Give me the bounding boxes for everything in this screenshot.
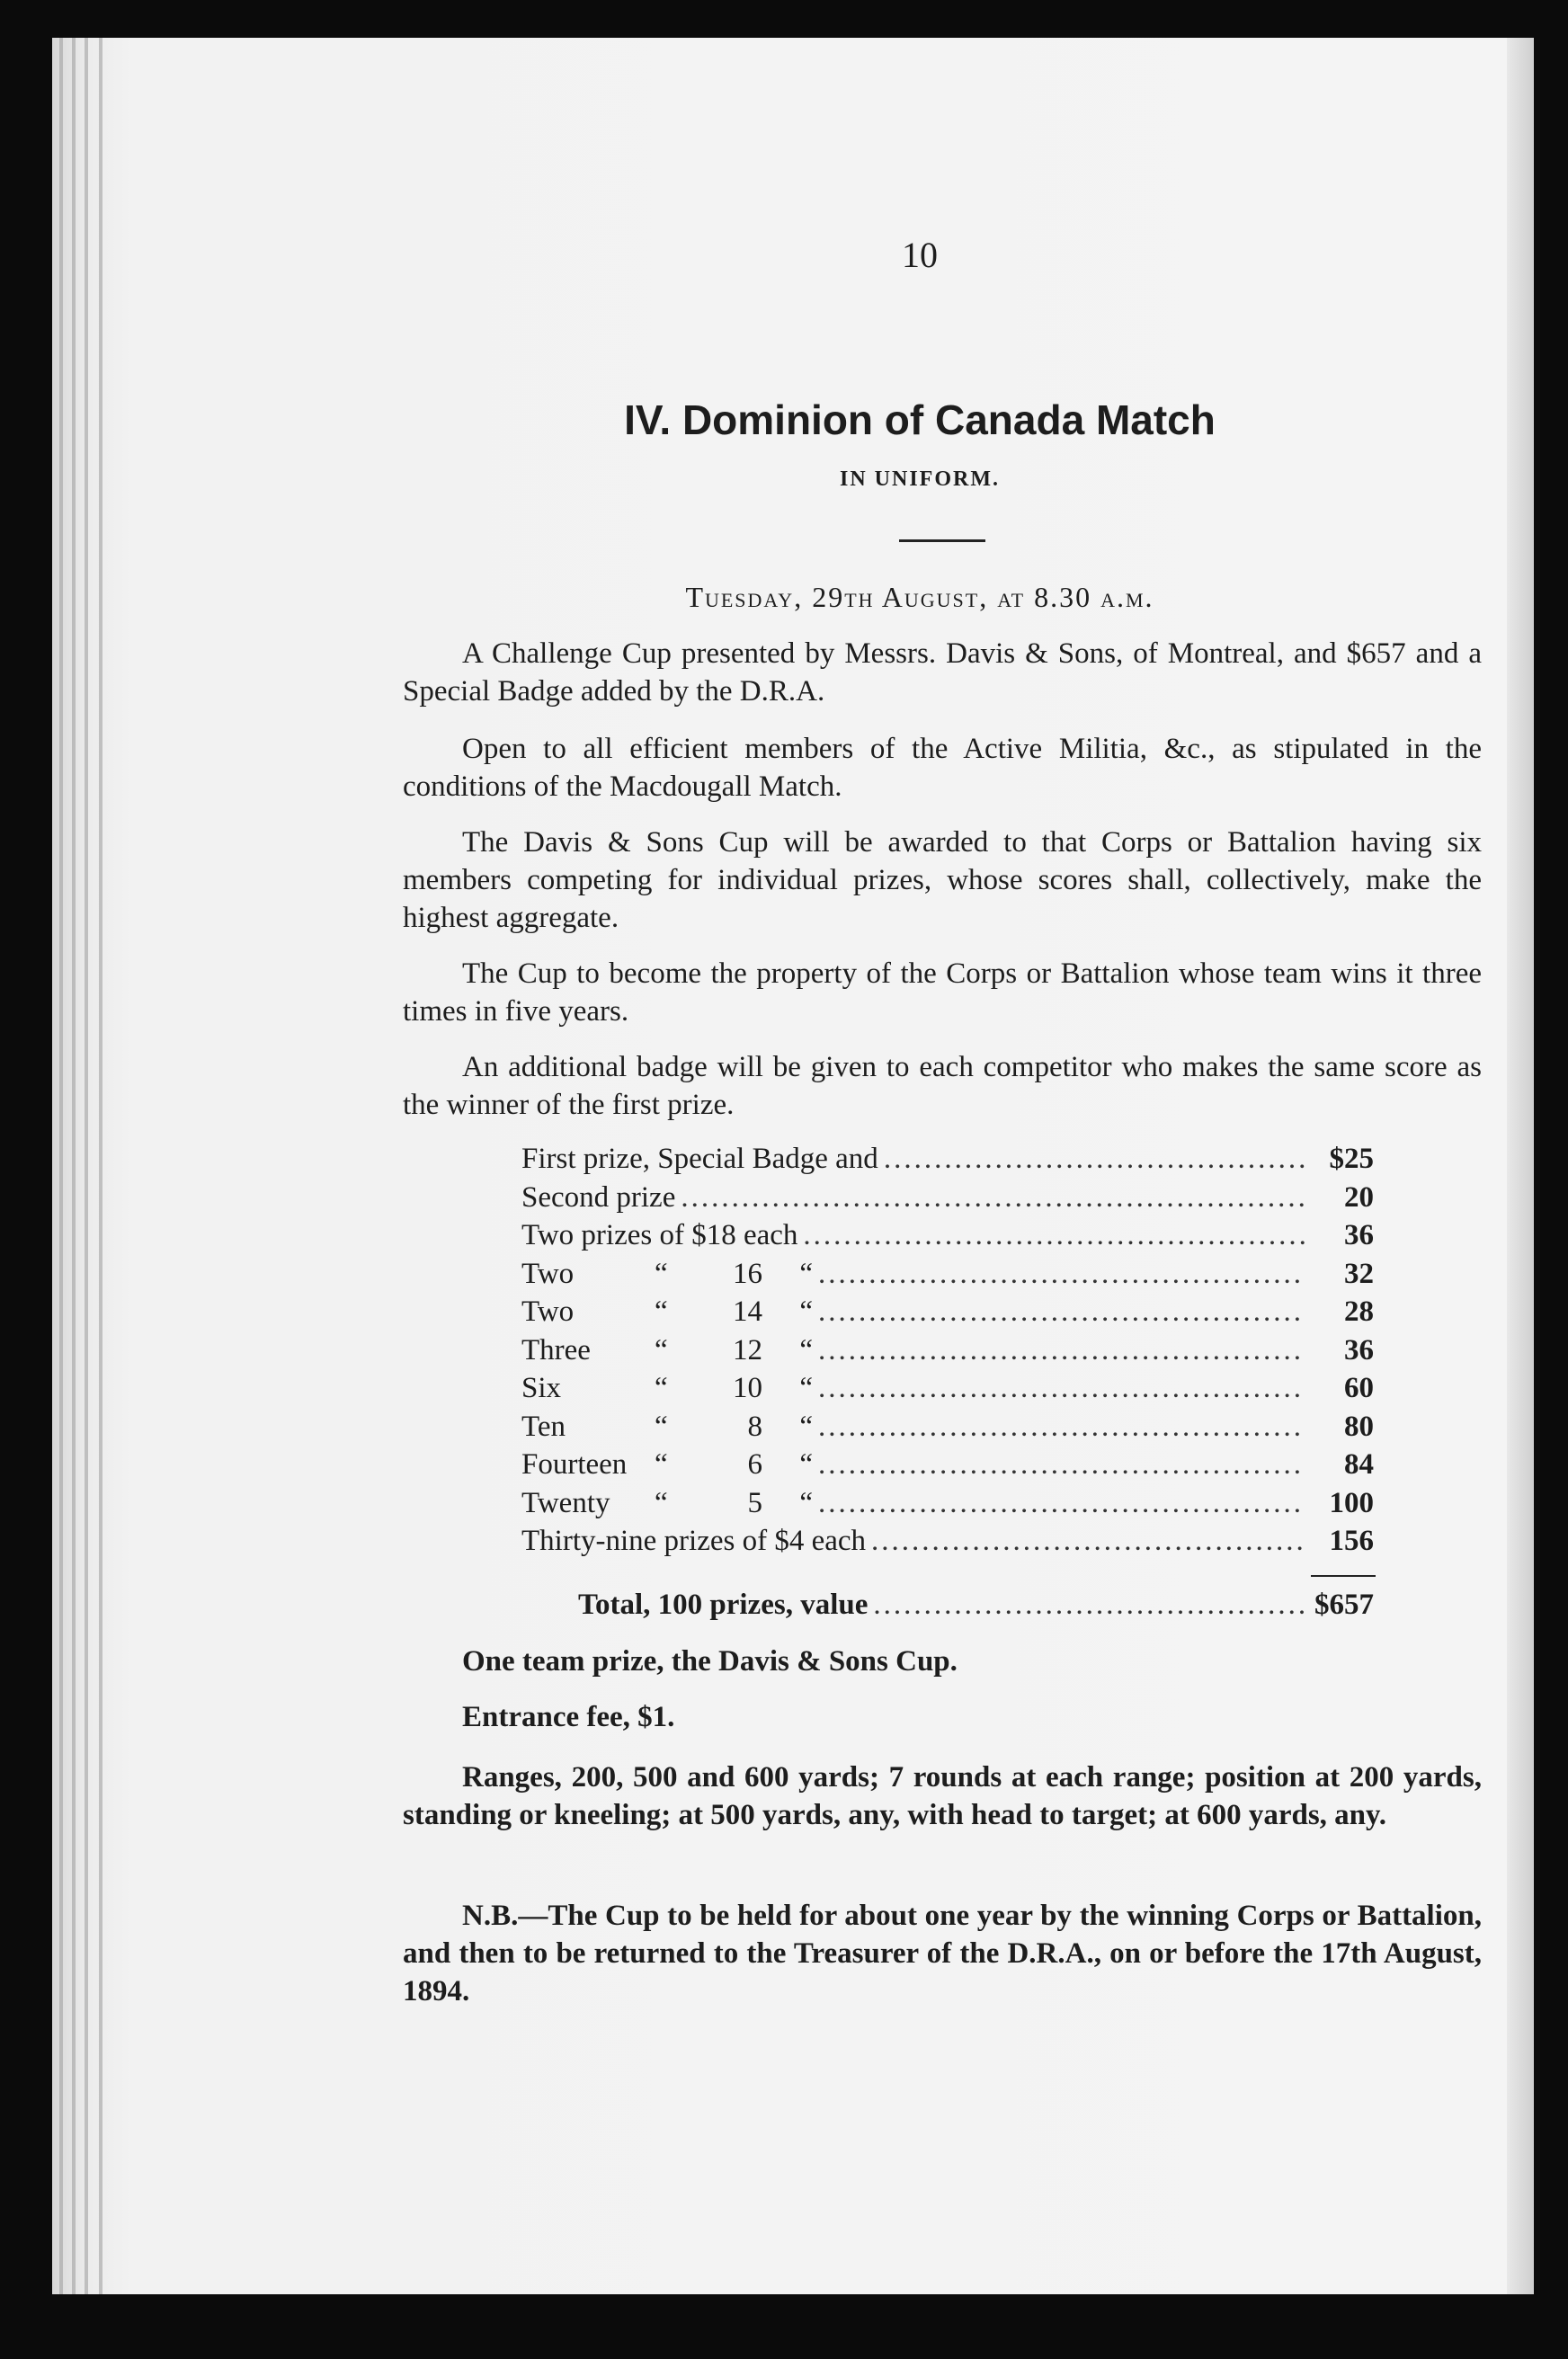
prize-amount: 60 (1344, 1372, 1374, 1404)
ditto-mark: “ (799, 1486, 813, 1519)
prize-total (578, 1586, 1374, 1625)
prize-amount: 28 (1344, 1295, 1374, 1328)
prize-row (521, 1484, 1374, 1523)
ditto-mark: “ (655, 1486, 668, 1519)
ditto-mark: “ (655, 1448, 668, 1481)
prize-value: 14 (733, 1295, 762, 1328)
prize-label (521, 1446, 813, 1484)
prize-label: Two prizes of $18 each (521, 1219, 798, 1251)
prize-amount: 36 (1344, 1333, 1374, 1366)
dot-leader (884, 1140, 1305, 1179)
prize-value: 6 (747, 1448, 762, 1481)
dot-leader (873, 1586, 1305, 1625)
prize-label (521, 1293, 813, 1331)
ditto-mark: “ (655, 1410, 668, 1443)
prize-label: First prize, Special Badge and (521, 1143, 878, 1175)
prize-value: 10 (733, 1372, 762, 1404)
ditto-mark: “ (799, 1257, 813, 1290)
prize-row (521, 1216, 1374, 1255)
paragraph-property: The Cup to become the property of the Corps or Battalion whose team wins it three times in five years. (403, 957, 1482, 1028)
dot-leader (818, 1331, 1305, 1370)
dot-leader (818, 1369, 1305, 1408)
prize-row (521, 1522, 1374, 1561)
page-edge-right (1507, 38, 1534, 2294)
dot-leader (871, 1522, 1305, 1561)
prize-label: Thirty-nine prizes of $4 each (521, 1525, 867, 1557)
prize-row (521, 1293, 1374, 1331)
prize-row (521, 1446, 1374, 1484)
prize-row (521, 1179, 1374, 1217)
ditto-mark: “ (799, 1372, 813, 1404)
dot-leader (818, 1446, 1305, 1484)
prize-value: 12 (733, 1333, 762, 1366)
title-rule (899, 539, 985, 542)
prize-amount: 100 (1329, 1486, 1374, 1519)
paragraph-eligibility: Open to all efficient members of the Active Militia, &c., as stipulated in the conditions of the Macdougall Match. (403, 733, 1482, 803)
prize-amount: 156 (1329, 1525, 1374, 1557)
prize-count: Ten (521, 1410, 566, 1443)
section-title: IV. Dominion of Canada Match (624, 396, 1216, 443)
dot-leader (818, 1408, 1305, 1447)
prize-row (521, 1369, 1374, 1408)
dot-leader (681, 1179, 1305, 1217)
prize-row (521, 1331, 1374, 1370)
page-edge-left (52, 38, 160, 2294)
prize-label (521, 1408, 813, 1447)
prize-amount: 84 (1344, 1448, 1374, 1481)
ditto-mark: “ (655, 1295, 668, 1328)
total-amount: $657 (1314, 1589, 1374, 1621)
paragraph-additional-badge: An additional badge will be given to each competitor who makes the same score as the winner of the first prize. (403, 1051, 1482, 1121)
prize-label (521, 1255, 813, 1294)
prize-count: Three (521, 1333, 591, 1366)
team-prize: One team prize, the Davis & Sons Cup. (462, 1645, 958, 1678)
dateline: Tuesday, 29th August, at 8.30 a.m. (685, 581, 1154, 613)
dot-leader (818, 1293, 1305, 1331)
prize-value: 8 (747, 1410, 762, 1443)
page-number: 10 (902, 235, 938, 275)
prize-amount: 36 (1344, 1219, 1374, 1251)
dot-leader (818, 1255, 1305, 1294)
prize-label (521, 1484, 813, 1523)
ditto-mark: “ (799, 1333, 813, 1366)
prize-list (521, 1140, 1374, 1561)
prize-label: Second prize (521, 1180, 676, 1214)
prize-count: Fourteen (521, 1448, 628, 1481)
paragraph-challenge-cup: A Challenge Cup presented by Messrs. Davis & Sons, of Montreal, and $657 and a Special Badge added by the D.R.A. (403, 637, 1482, 708)
prize-count: Two (521, 1295, 575, 1328)
total-rule (1311, 1575, 1376, 1577)
prize-value: 16 (733, 1257, 762, 1290)
prize-amount: $25 (1329, 1143, 1374, 1175)
paragraph-note: N.B.—The Cup to be held for about one year by the winning Corps or Battalion, and then to be returned to the Treasurer of the D.R.A., on or before the 17th August, 1894. (403, 1900, 1482, 2007)
prize-count: Twenty (521, 1486, 610, 1519)
dot-leader (803, 1216, 1305, 1255)
prize-count: Two (521, 1257, 575, 1290)
prize-value: 5 (747, 1486, 762, 1519)
total-row (578, 1586, 1374, 1625)
prize-label (521, 1331, 813, 1370)
ditto-mark: “ (655, 1333, 668, 1366)
ditto-mark: “ (655, 1257, 668, 1290)
prize-row (521, 1140, 1374, 1179)
paragraph-award: The Davis & Sons Cup will be awarded to that Corps or Battalion having six members competing for individual prizes, whose scores shall, collectively, make the highest aggregate. (403, 826, 1482, 934)
prize-amount: 80 (1344, 1410, 1374, 1443)
dot-leader (818, 1484, 1305, 1523)
entrance-fee: Entrance fee, $1. (462, 1701, 675, 1733)
prize-amount: 20 (1344, 1180, 1374, 1214)
paragraph-ranges: Ranges, 200, 500 and 600 yards; 7 rounds at each range; position at 200 yards, standing or kneeling; at 500 yards, any, with head to target; at 600 yards, any. (403, 1761, 1482, 1831)
prize-count: Six (521, 1372, 562, 1404)
prize-row (521, 1255, 1374, 1294)
section-subtitle: IN UNIFORM. (840, 467, 1000, 491)
ditto-mark: “ (799, 1410, 813, 1443)
ditto-mark: “ (799, 1295, 813, 1328)
prize-label (521, 1369, 813, 1408)
total-label: Total, 100 prizes, value (578, 1589, 869, 1621)
book-page (52, 38, 1534, 2294)
ditto-mark: “ (655, 1372, 668, 1404)
ditto-mark: “ (799, 1448, 813, 1481)
prize-amount: 32 (1344, 1257, 1374, 1290)
prize-row (521, 1408, 1374, 1447)
